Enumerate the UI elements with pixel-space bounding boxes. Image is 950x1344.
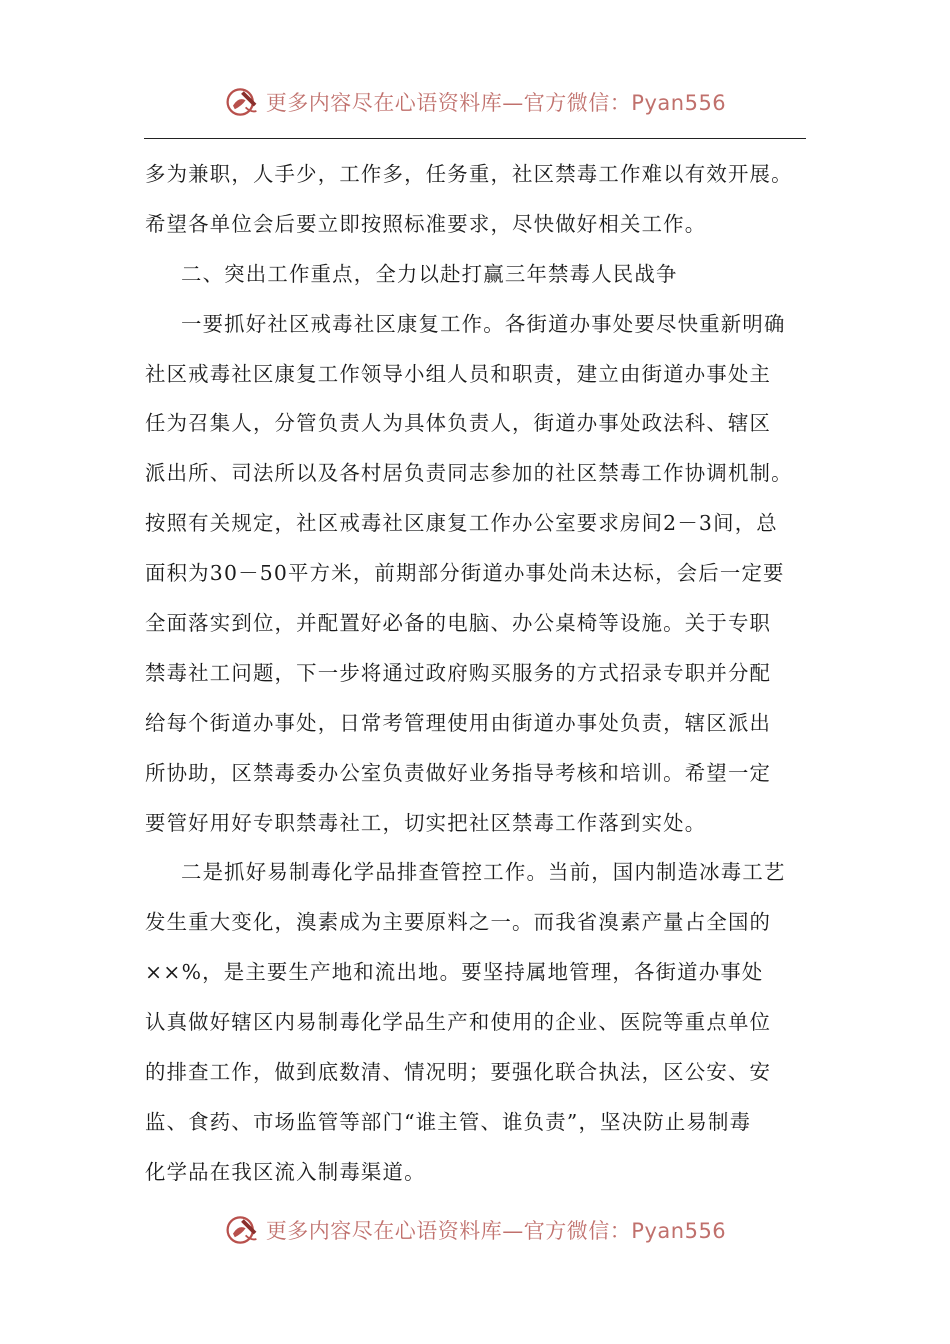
text-line: 禁毒社工问题，下一步将通过政府购买服务的方式招录专职并分配: [145, 660, 772, 685]
footer-banner: [0, 1208, 950, 1252]
text-line: 要管好用好专职禁毒社工，切实把社区禁毒工作落到实处。: [145, 810, 707, 835]
text-line: 希望各单位会后要立即按照标准要求，尽快做好相关工作。: [145, 211, 707, 236]
text-line: 监、食药、市场监管等部门“谁主管、谁负责”，坚决防止易制毒: [145, 1109, 752, 1134]
paragraph-start: 一要抓好社区戒毒社区康复工作。各街道办事处要尽快重新明确: [181, 311, 786, 336]
pen-logo-icon: [224, 84, 260, 120]
text-line: 任为召集人，分管负责人为具体负责人，街道办事处政法科、辖区: [145, 411, 772, 436]
header-banner-text: 更多内容尽在心语资料库—官方微信：Pyan556: [265, 91, 727, 115]
text-line: 面积为30－50平方米，前期部分街道办事处尚未达标，会后一定要: [145, 561, 785, 586]
text-line: 多为兼职，人手少，工作多，任务重，社区禁毒工作难以有效开展。: [145, 162, 793, 186]
text-line: 的排查工作，做到底数清、情况明；要强化联合执法，区公安、安: [145, 1060, 772, 1085]
text-line: 所协助，区禁毒委办公室负责做好业务指导考核和培训。希望一定: [145, 760, 772, 785]
text-line: 给每个街道办事处，日常考管理使用由街道办事处负责，辖区派出: [145, 710, 772, 735]
text-line: 发生重大变化，溴素成为主要原料之一。而我省溴素产量占全国的: [145, 910, 772, 935]
text-line: 认真做好辖区内易制毒化学品生产和使用的企业、医院等重点单位: [145, 1010, 772, 1035]
header-divider: [144, 138, 806, 139]
section-heading: 二、突出工作重点，全力以赴打赢三年禁毒人民战争: [181, 261, 678, 286]
text-line: 社区戒毒社区康复工作领导小组人员和职责，建立由街道办事处主: [145, 361, 772, 386]
text-line: 按照有关规定，社区戒毒社区康复工作办公室要求房间2－3间，总: [145, 511, 778, 536]
text-line: ××%，是主要生产地和流出地。要坚持属地管理，各街道办事处: [145, 960, 764, 985]
footer-banner-text: 更多内容尽在心语资料库—官方微信：Pyan556: [265, 1219, 727, 1243]
text-line: 化学品在我区流入制毒渠道。: [145, 1159, 426, 1184]
text-line: 全面落实到位，并配置好必备的电脑、办公桌椅等设施。关于专职: [145, 611, 772, 636]
header-banner: [0, 80, 950, 124]
pen-logo-icon: [224, 1212, 260, 1248]
paragraph-start: 二是抓好易制毒化学品排查管控工作。当前，国内制造冰毒工艺: [181, 860, 786, 885]
text-line: 派出所、司法所以及各村居负责同志参加的社区禁毒工作协调机制。: [145, 461, 793, 486]
document-body: [145, 150, 815, 1198]
